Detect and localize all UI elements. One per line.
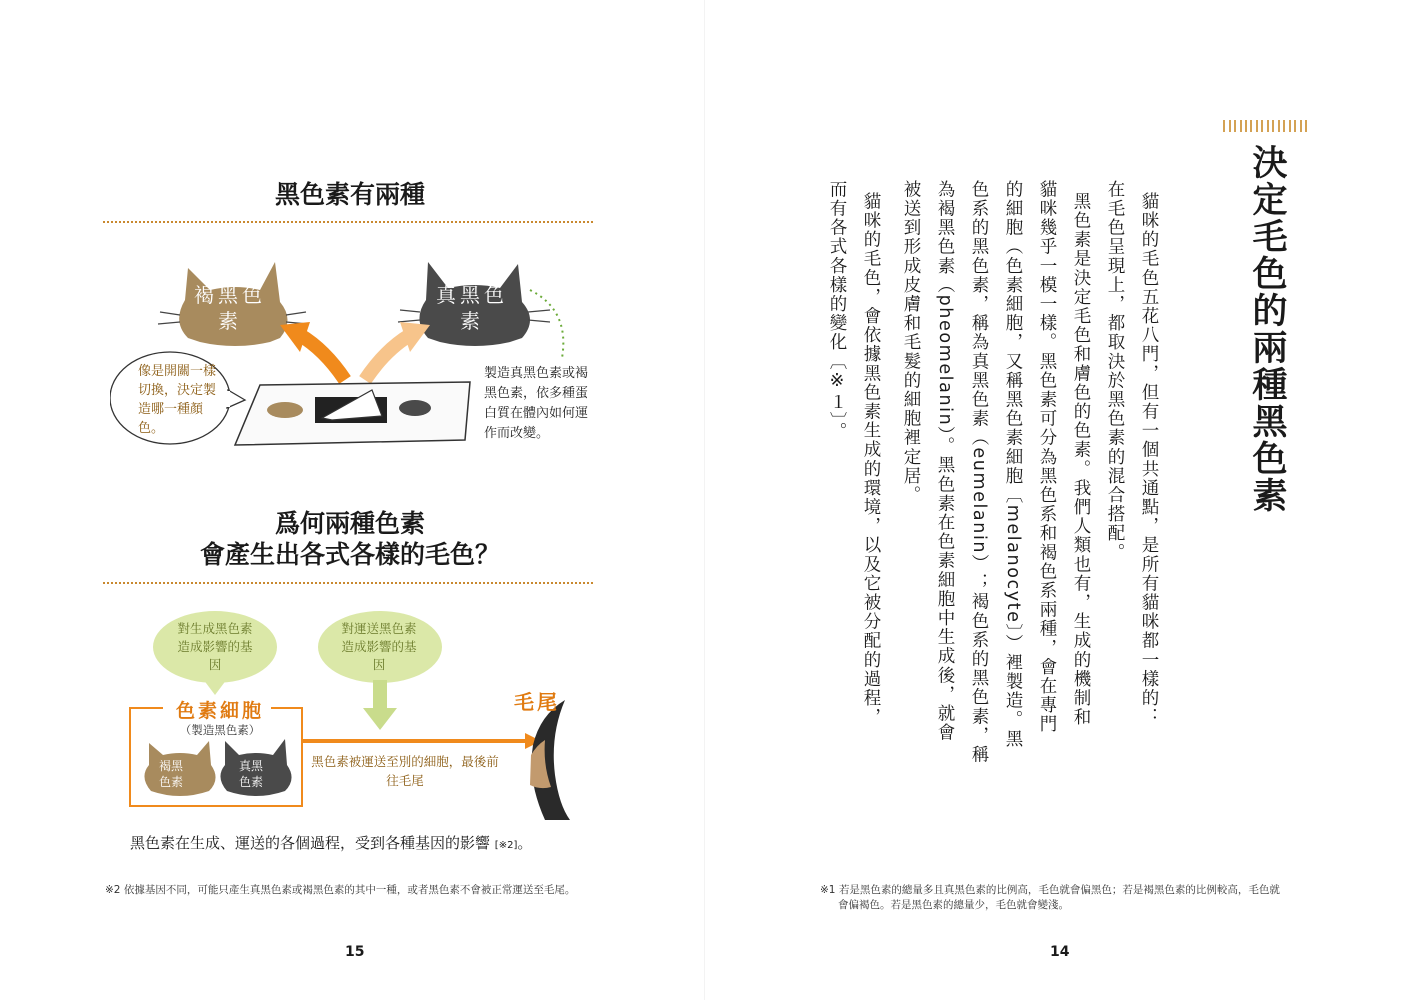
orange-arrow — [300, 335, 345, 380]
pigment-cell-subtitle: （製造黑色素） — [179, 723, 261, 737]
body-column-10: 而有各式各樣的變化〔※１〕。 — [827, 180, 847, 442]
section-title-why-line2: 會產生出各式各樣的毛色？ — [199, 540, 500, 569]
transport-note: 黑色素被運送至別的細胞，最後前往毛尾 — [311, 754, 499, 788]
cell-black-label: 真黑色素 — [238, 759, 263, 789]
section-title-why-line1: 爲何兩種色素 — [274, 509, 425, 538]
page-number-right: 14 — [1050, 944, 1070, 960]
body-column-4: 貓咪幾乎一模一樣。黑色素可分為黑色系和褐色系兩種，會在專門 — [1037, 180, 1057, 734]
body-column-8: 被送到形成皮膚和毛髮的細胞裡定居。 — [901, 180, 921, 505]
diagram-caption: 黑色素在生成、運送的各個過程，受到各種基因的影響 [※2]。 — [130, 834, 533, 852]
cell-brown-label: 褐黑色素 — [158, 759, 183, 789]
body-column-2: 在毛色呈現上，都取決於黑色素的混合搭配。 — [1105, 180, 1125, 562]
light-orange-arrow — [365, 335, 410, 380]
true-melanin-label: 真黑色素 — [436, 283, 508, 333]
dotted-divider-2 — [103, 582, 593, 584]
gene-bubble-generation: 對生成黑色素造成影響的基因 — [177, 621, 253, 672]
body-column-5: 的細胞（色素細胞，又稱黑色素細胞〔melanocyte〕）裡製造。黑 — [1003, 180, 1023, 749]
body-column-7: 為褐黑色素（pheomelanin）。黑色素在色素細胞中生成後，就會 — [935, 180, 955, 743]
tail-label: 毛尾 — [514, 690, 560, 714]
footnote-1-line2: 會偏褐色。若是黑色素的總量少，毛色就會變淺。 — [838, 899, 1069, 911]
section-title-two-melanins: 黑色素有兩種 — [274, 180, 425, 209]
dotted-divider — [103, 221, 593, 223]
page-gutter — [704, 0, 705, 1000]
footnote-1-line1: ※1 若是黑色素的總量多且真黑色素的比例高，毛色就會偏黑色；若是褐黑色素的比例較高，毛色就 — [820, 884, 1280, 896]
brown-melanin-label: 褐黑色素 — [194, 283, 266, 333]
body-column-1: 貓咪的毛色五花八門，但有一個共通點，是所有貓咪都一樣的： — [1139, 192, 1159, 727]
body-column-6: 色系的黑色素，稱為真黑色素（eumelanin）；褐色系的黑色素，稱 — [969, 180, 989, 765]
body-column-3: 黑色素是決定毛色和膚色的色素。我們人類也有，生成的機制和 — [1071, 192, 1091, 727]
title-hatch-decoration — [1222, 118, 1308, 134]
protein-side-note: 製造真黑色素或褐黑色素，依多種蛋白質在體內如何運作而改變。 — [484, 366, 589, 441]
chapter-title: 決定毛色的兩種黑色素 — [1247, 144, 1287, 514]
gene-bubble-transport: 對運送黑色素造成影響的基因 — [341, 621, 417, 672]
footnote-2: ※2 依據基因不同，可能只產生真黑色素或褐黑色素的其中一種，或者黑色素不會被正常運送至毛尾。 — [105, 884, 576, 896]
pigment-cell-title: 色素細胞 — [175, 700, 264, 722]
switch-speech-bubble: 像是開關一樣切換，決定製造哪一種顏色。 — [138, 364, 217, 436]
page-number-left: 15 — [345, 944, 365, 960]
body-column-9: 貓咪的毛色，會依據黑色素生成的環境，以及它被分配的過程， — [861, 192, 881, 727]
